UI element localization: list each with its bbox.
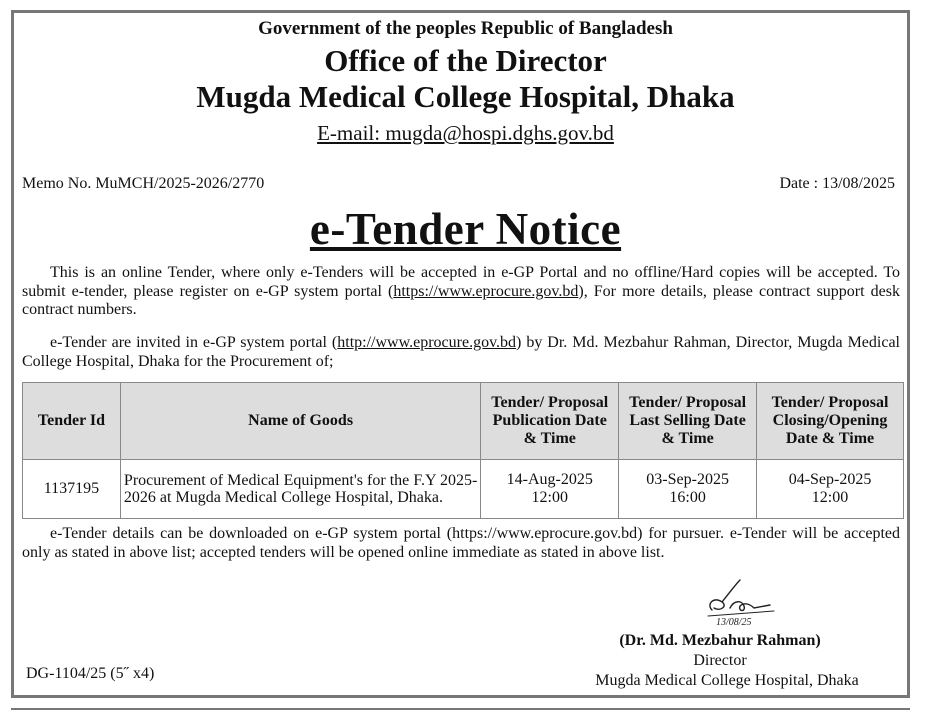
dg-code: DG-1104/25 (5˝ x4) [26, 665, 155, 682]
invite-text-2: ) by Dr. Md. Mezbahur Rahman, Director, Mugda Medical College Hospital, Dhaka for the Procurement of; [22, 334, 900, 370]
government-heading: Government of the peoples Republic of Bangladesh [258, 18, 673, 39]
signatory-organization: Mugda Medical College Hospital, Dhaka [595, 672, 859, 689]
selling-date: 03-Sep-2025 [646, 471, 729, 488]
publication-time: 12:00 [531, 489, 568, 506]
invite-paragraph [22, 334, 900, 371]
memo-number: Memo No. MuMCH/2025-2026/2770 [22, 175, 265, 192]
publication-date: 14-Aug-2025 [506, 471, 593, 488]
table-row [23, 460, 904, 519]
bottom-divider [11, 708, 910, 710]
table-header-row [23, 383, 904, 460]
intro-text-2: ), For more details, please contract support desk contract numbers. [22, 282, 900, 318]
email-line: E-mail: mugda@hospi.dghs.gov.bd [317, 121, 614, 145]
signature-date: 13/08/25 [716, 617, 752, 628]
closing-date: 04-Sep-2025 [788, 471, 872, 488]
intro-text-1: This is an online Tender, where only e-Tenders will be accepted in e-GP Portal and no offline/Hard copies will be accepted. To submit e-tender, please register on e-GP system portal ( [22, 264, 900, 300]
office-heading: Office of the Director [324, 43, 607, 78]
closing-time: 12:00 [811, 489, 849, 506]
eprocure-link[interactable]: https://www.eprocure.gov.bd [393, 282, 579, 300]
header-selling: Tender/ Proposal Last Selling Date & Time [619, 383, 757, 460]
header-tender-id: Tender Id [23, 383, 121, 460]
cell-selling [619, 460, 757, 519]
handwritten-signature [700, 578, 780, 628]
invite-text-1: e-Tender are invited in e-GP system portal ( [50, 334, 338, 351]
intro-paragraph [22, 264, 900, 320]
details-paragraph: e-Tender details can be downloaded on e-GP system portal (https://www.eprocure.gov.bd) for pursuer. e-Tender will be accepted only as stated in above list; accepted tenders will be opened online immediate as stated in above list. [22, 525, 900, 561]
tender-table [22, 382, 904, 519]
cell-publication [481, 460, 619, 519]
header-publication: Tender/ Proposal Publication Date & Time [481, 383, 619, 460]
eprocure-link-2[interactable]: http://www.eprocure.gov.bd [337, 334, 517, 351]
hospital-heading: Mugda Medical College Hospital, Dhaka [196, 79, 735, 114]
notice-date: Date : 13/08/2025 [779, 175, 895, 192]
cell-goods: Procurement of Medical Equipment's for the F.Y 2025-2026 at Mugda Medical College Hospital, Dhaka. [120, 460, 480, 519]
signatory-name: (Dr. Md. Mezbahur Rahman) [619, 632, 821, 649]
cell-closing [757, 460, 904, 519]
cell-tender-id: 1137195 [23, 460, 121, 519]
notice-title: e-Tender Notice [309, 204, 622, 254]
header-closing: Tender/ Proposal Closing/Opening Date & Time [757, 383, 904, 460]
selling-time: 16:00 [669, 489, 706, 506]
signatory-title: Director [693, 652, 747, 669]
header-goods: Name of Goods [120, 383, 480, 460]
